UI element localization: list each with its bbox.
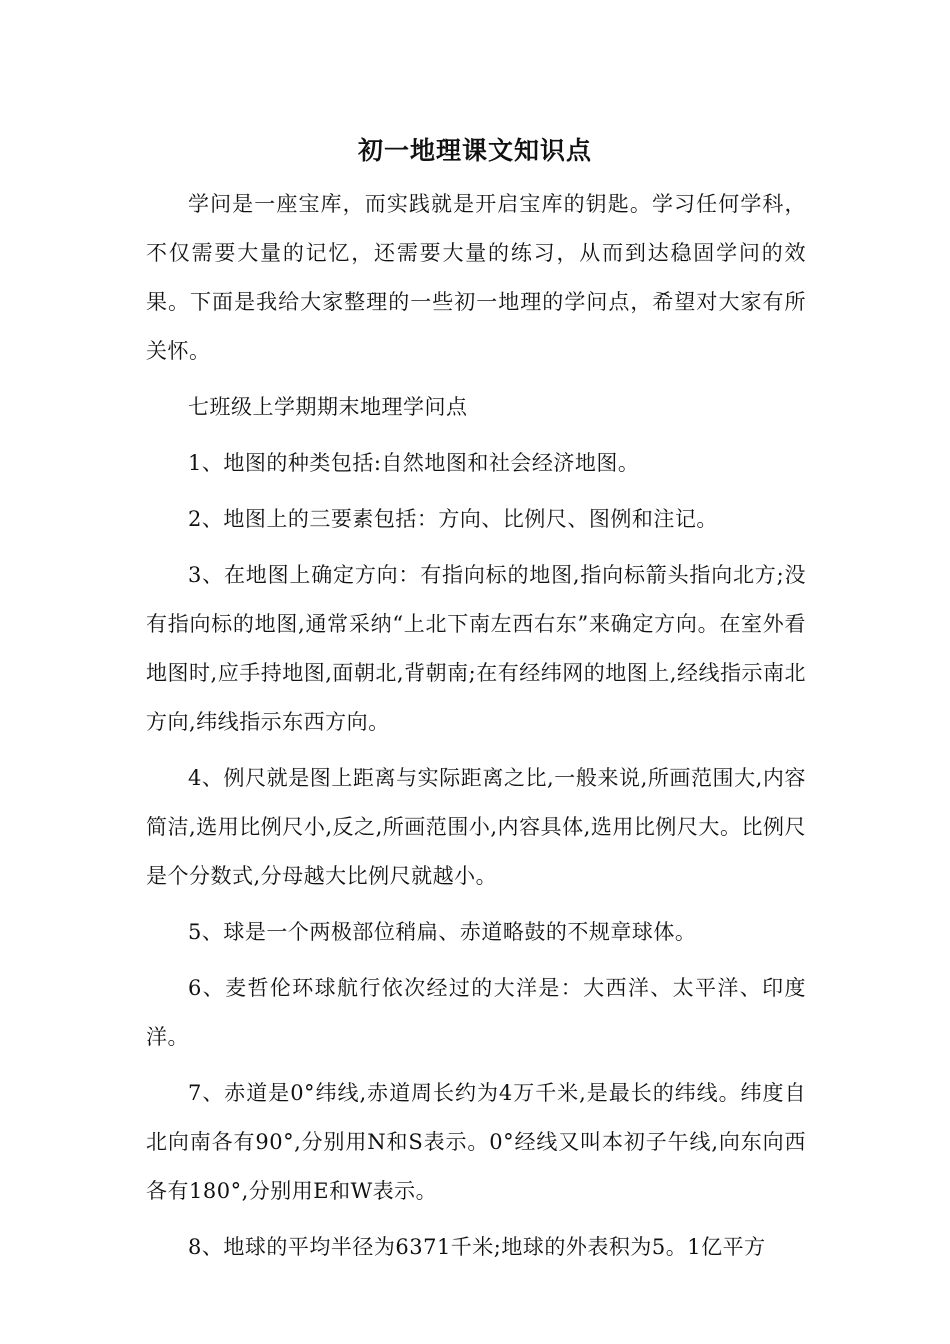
paragraph-point-8: 8、地球的平均半径为6371千米;地球的外表积为5。1亿平方: [188, 1235, 766, 1259]
paragraph-point-6: 6、麦哲伦环球航行依次经过的大洋是：大西洋、太平洋、印度洋。: [146, 976, 806, 1049]
paragraph-point-3: 3、在地图上确定方向：有指向标的地图,指向标箭头指向北方;没有指向标的地图,通常采纳“上北下南左西右东”来确定方向。在室外看地图时,应手持地图,面朝北,背朝南;在有经纬网的地图上,经线指示南北方向,纬线指示东西方向。: [146, 563, 806, 734]
paragraph-point-5: 5、球是一个两极部位稍扁、赤道略鼓的不规章球体。: [188, 920, 697, 944]
paragraph-point-2: 2、地图上的三要素包括：方向、比例尺、图例和注记。: [188, 507, 718, 531]
paragraph-intro: 学问是一座宝库，而实践就是开启宝库的钥匙。学习任何学科，不仅需要大量的记忆，还需要大量的练习，从而到达稳固学问的效果。下面是我给大家整理的一些初一地理的学问点，希望对大家有所关怀。: [146, 192, 806, 363]
document-body: [146, 180, 806, 1279]
paragraph-point-7: 7、赤道是0°纬线,赤道周长约为4万千米,是最长的纬线。纬度自北向南各有90°,分别用N和S表示。0°经线又叫本初子午线,向东向西各有180°,分别用E和W表示。: [146, 1081, 806, 1203]
paragraph-point-1: 1、地图的种类包括:自然地图和社会经济地图。: [188, 451, 640, 475]
paragraph-point-4: 4、例尺就是图上距离与实际距离之比,一般来说,所画范围大,内容简洁,选用比例尺小,反之,所画范围小,内容具体,选用比例尺大。比例尺是个分数式,分母越大比例尺就越小。: [146, 766, 806, 888]
paragraph-section-heading: 七班级上学期期末地理学问点: [188, 395, 468, 419]
document-title: 初一地理课文知识点: [357, 136, 592, 165]
